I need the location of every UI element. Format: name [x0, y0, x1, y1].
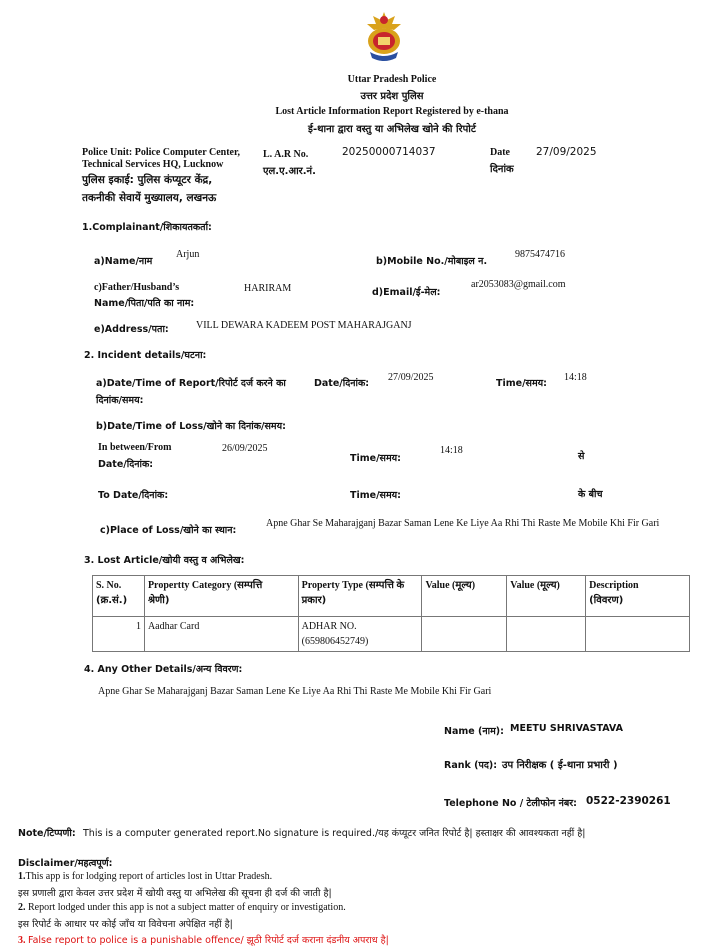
complainant-heading: 1.Complainant/शिकायतकर्ता: [82, 222, 212, 233]
between-label-line1: In between/From [98, 442, 172, 453]
table-header-row [93, 576, 690, 617]
cell-sno: 1 [93, 617, 145, 652]
unit-label-hi-line2: तकनीकी सेवायें मुख्यालय, लखनऊ [82, 192, 217, 204]
org-name-hi: उत्तर प्रदेश पुलिस [360, 91, 424, 102]
up-police-emblem-icon [364, 10, 404, 64]
cell-type: ADHAR NO. (659806452749) [298, 617, 422, 652]
disclaimer-line2-hi: इस रिपोर्ट के आधार पर कोई जाँच या विवेचना अपेक्षित नहीं है| [18, 919, 233, 930]
mobile-label: b)Mobile No./मोबाइल न. [376, 256, 488, 267]
report-datetime-label-line1: a)Date/Time of Report/रिपोर्ट दर्ज करने का [96, 378, 286, 389]
date-label-hi: दिनांक [490, 164, 514, 175]
cell-description [586, 617, 690, 652]
officer-telephone-value: 0522-2390261 [586, 795, 671, 807]
between-label-line2: Date/दिनांक: [98, 459, 154, 470]
col-header-category: Propertty Category (सम्पत्ति श्रेणी) [144, 576, 298, 617]
col-header-value2: Value (मूल्य) [507, 576, 586, 617]
col-header-description: Description (विवरण) [586, 576, 690, 617]
articles-heading: 3. Lost Article/खोयी वस्तु व अभिलेख: [84, 555, 245, 566]
disclaimer-line1-en: 1.This app is for lodging report of articles lost in Uttar Pradesh. [18, 871, 273, 882]
incident-report-date: 27/09/2025 [388, 372, 434, 383]
place-value: Apne Ghar Se Maharajganj Bazar Saman Lene Ke Liye Aa Rhi Thi Raste Me Mobile Khi Fir Gari [266, 518, 660, 529]
cell-value2 [507, 617, 586, 652]
name-label: a)Name/नाम [94, 256, 153, 267]
report-title-hi: ई-थाना द्वारा वस्तु या अभिलेख खोने की रिपोर्ट [308, 124, 476, 135]
name-value: Arjun [176, 249, 200, 260]
father-label-line2: Name/पिता/पति का नाम: [94, 298, 195, 309]
address-label: e)Address/पता: [94, 324, 169, 335]
other-details-value: Apne Ghar Se Maharajganj Bazar Saman Lene Ke Liye Aa Rhi Thi Raste Me Mobile Khi Fir Gari [98, 686, 492, 697]
email-label: d)Email/ई-मेल: [372, 287, 441, 298]
loss-from-date: 26/09/2025 [222, 443, 268, 454]
to-date-label: To Date/दिनांक: [98, 490, 169, 501]
unit-label-line1: Police Unit: Police Computer Center, [82, 147, 241, 158]
mobile-value: 9875474716 [515, 249, 565, 260]
lar-label-en: L. A.R No. [263, 149, 309, 160]
report-date: 27/09/2025 [536, 146, 597, 158]
disclaimer-line2-en: 2. Report lodged under this app is not a subject matter of enquiry or investigation. [18, 902, 346, 913]
disclaimer-heading: Disclaimer/महत्वपूर्ण: [18, 858, 113, 869]
disclaimer-line3-warning: 3. False report to police is a punishable offence/ झूठी रिपोर्ट दर्ज कराना दंडनीय अपराध है| [18, 935, 389, 946]
father-value: HARIRAM [244, 283, 292, 294]
ke-beech-label: के बीच [578, 489, 603, 500]
unit-label-hi-line1: पुलिस इकाई: पुलिस कंप्यूटर केंद्र, [82, 174, 213, 186]
report-time-label: Time/समय: [496, 378, 547, 389]
report-date-label: Date/दिनांक: [314, 378, 370, 389]
se-label: से [578, 451, 585, 462]
officer-name-label: Name (नाम): [444, 726, 504, 737]
officer-rank-value: उप निरीक्षक ( ई-थाना प्रभारी ) [502, 760, 618, 771]
officer-name-value: MEETU SHRIVASTAVA [510, 723, 623, 734]
cell-category: Aadhar Card [144, 617, 298, 652]
officer-rank-label: Rank (पद): [444, 760, 498, 771]
note-label: Note/टिप्पणी: [18, 828, 76, 839]
date-label-en: Date [490, 147, 510, 158]
unit-label-line2: Technical Services HQ, Lucknow [82, 159, 224, 170]
incident-heading: 2. Incident details/घटना: [84, 350, 207, 361]
incident-report-time: 14:18 [564, 372, 587, 383]
col-header-sno: S. No. (क्र.सं.) [93, 576, 145, 617]
email-value: ar2053083@gmail.com [471, 279, 566, 290]
lost-articles-table [92, 575, 690, 652]
report-title-en: Lost Article Information Report Registered by e-thana [275, 106, 509, 117]
disclaimer-line1-hi: इस प्रणाली द्वारा केवल उत्तर प्रदेश में खोयी वस्तु या अभिलेख की सूचना ही दर्ज की जाती है| [18, 888, 332, 899]
place-label: c)Place of Loss/खोने का स्थान: [100, 525, 237, 536]
lar-label-hi: एल.ए.आर.नं. [263, 166, 316, 177]
loss-from-time: 14:18 [440, 445, 463, 456]
other-details-heading: 4. Any Other Details/अन्य विवरण: [84, 664, 243, 675]
loss-datetime-label: b)Date/Time of Loss/खोने का दिनांक/समय: [96, 421, 286, 432]
col-header-type: Property Type (सम्पत्ति के प्रकार) [298, 576, 422, 617]
report-datetime-label-line2: दिनांक/समय: [96, 395, 144, 406]
col-header-value1: Value (मूल्य) [422, 576, 507, 617]
lar-number: 20250000714037 [342, 146, 436, 158]
father-label-line1: c)Father/Husband’s [94, 282, 180, 293]
table-row [93, 617, 690, 652]
note-text: This is a computer generated report.No signature is required./यह कंप्यूटर जनित रिपोर्ट है| हस्ताक्षर की आवश्यकता नहीं है| [83, 828, 586, 839]
from-time-label: Time/समय: [350, 453, 401, 464]
org-name-en: Uttar Pradesh Police [347, 74, 437, 85]
address-value: VILL DEWARA KADEEM POST MAHARAJGANJ [196, 320, 412, 331]
to-time-label: Time/समय: [350, 490, 401, 501]
officer-telephone-label: Telephone No / टेलीफोन नंबर: [444, 798, 577, 809]
cell-value1 [422, 617, 507, 652]
